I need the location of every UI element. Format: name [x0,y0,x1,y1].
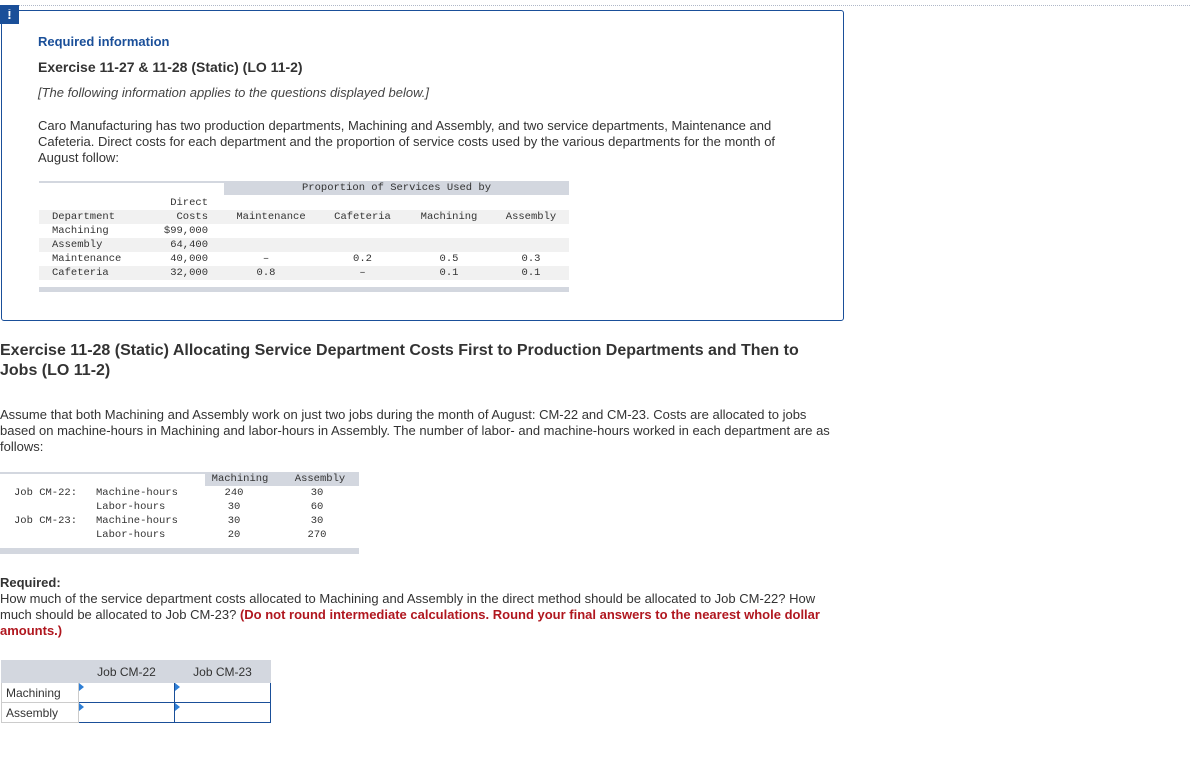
row-machining: 0.5 [439,253,459,265]
hours-job: Job CM-22: [14,487,78,499]
hours-assembly: 60 [310,501,324,513]
rounding-instructions: (Do not round intermediate calculations. Round your final answers to the nearest whole dollar amounts.) [0,607,820,638]
row-cost: $99,000 [163,225,208,237]
table-top-rule [39,181,224,183]
hours-col-assembly: Assembly [294,473,346,485]
intro-paragraph: Caro Manufacturing has two production departments, Machining and Assembly, and two service departments, Maintenance and Cafeteria. Direct costs for each department and the proportion of service costs used by the various departments for the month of August follow: [38,118,776,165]
hours-job: Job CM-23: [14,515,78,527]
row-cost: 32,000 [170,267,208,279]
row-assembly: 0.3 [521,253,541,265]
cell-flag-icon [175,683,180,691]
group-header: Proportion of Services Used by [301,182,492,194]
col-cafeteria: Cafeteria [334,211,391,223]
assumption-paragraph: Assume that both Machining and Assembly work on just two jobs during the month of August: CM-22 and CM-23. Costs are allocated to jobs based on machine-hours in Machining and labor-hours in Assembly. The number of labor- and machine-hours worked in each department are as follows: [0,407,830,454]
row-assembly: 0.1 [521,267,541,279]
answer-cell [175,703,271,723]
row-machining: 0.1 [439,267,459,279]
answer-table [1,660,271,723]
col-maintenance: Maintenance [236,211,306,223]
col-department: Department [52,211,116,223]
row-dept: Assembly [52,239,103,251]
answer-cell [79,703,175,723]
hours-assembly: 30 [310,487,324,499]
col-direct-line2: Costs [176,211,208,223]
hours-machining: 30 [227,515,241,527]
alert-icon: ! [0,5,19,24]
exercise-title: Exercise 11-27 & 11-28 (Static) (LO 11-2) [38,59,303,75]
required-information-heading: Required information [38,34,170,49]
hours-bottom-rule [0,548,359,554]
hours-top-rule [0,472,205,474]
table-row [39,238,569,252]
assembly-cm22-input[interactable] [79,703,174,722]
row-maintenance: – [262,253,270,265]
cell-flag-icon [79,683,84,691]
row-cost: 40,000 [170,253,208,265]
col-assembly: Assembly [505,211,557,223]
row-dept: Maintenance [52,253,122,265]
hours-machining: 240 [224,487,244,499]
hours-assembly: 30 [310,515,324,527]
required-question-text: How much of the service department costs allocated to Machining and Assembly in the direct method should be allocated to Job CM-22? How much should be allocated to Job CM-23? [0,591,816,622]
table-bottom-rule [39,287,569,292]
answer-header-row [2,661,271,683]
required-question [0,591,840,639]
assembly-cm23-input[interactable] [175,703,270,722]
row-dept: Machining [52,225,109,237]
answer-cell [175,683,271,703]
row-maintenance: 0.8 [256,267,276,279]
hours-machining: 30 [227,501,241,513]
row-cafeteria: – [359,267,366,279]
hours-type: Labor-hours [96,529,166,541]
row-dept: Cafeteria [52,267,109,279]
applies-note: [The following information applies to the questions displayed below.] [38,85,429,100]
row-cafeteria: 0.2 [353,253,372,265]
hours-type: Machine-hours [96,487,178,499]
machining-cm23-input[interactable] [175,683,270,702]
answer-row-machining [2,683,271,703]
table-row [39,224,569,238]
hours-type: Machine-hours [96,515,178,527]
table-row [39,266,569,280]
row-cost: 64,400 [170,239,208,251]
col-machining: Machining [420,211,478,223]
cell-flag-icon [175,703,180,711]
hours-type: Labor-hours [96,501,166,513]
answer-row-label: Machining [2,683,79,703]
answer-header-blank [2,661,79,683]
answer-col-cm23: Job CM-23 [175,661,271,683]
top-divider [0,5,1190,6]
exercise-2-title: Exercise 11-28 (Static) Allocating Service Department Costs First to Production Departments and Then to Jobs (LO 11-2) [0,342,799,379]
answer-cell [79,683,175,703]
col-direct-line1: Direct [170,197,208,209]
required-label: Required: [0,575,61,590]
machining-cm22-input[interactable] [79,683,174,702]
hours-col-machining: Machining [211,473,269,485]
answer-row-assembly [2,703,271,723]
answer-col-cm22: Job CM-22 [79,661,175,683]
hours-assembly: 270 [307,529,327,541]
answer-row-label: Assembly [2,703,79,723]
hours-machining: 20 [227,529,241,541]
cell-flag-icon [79,703,84,711]
